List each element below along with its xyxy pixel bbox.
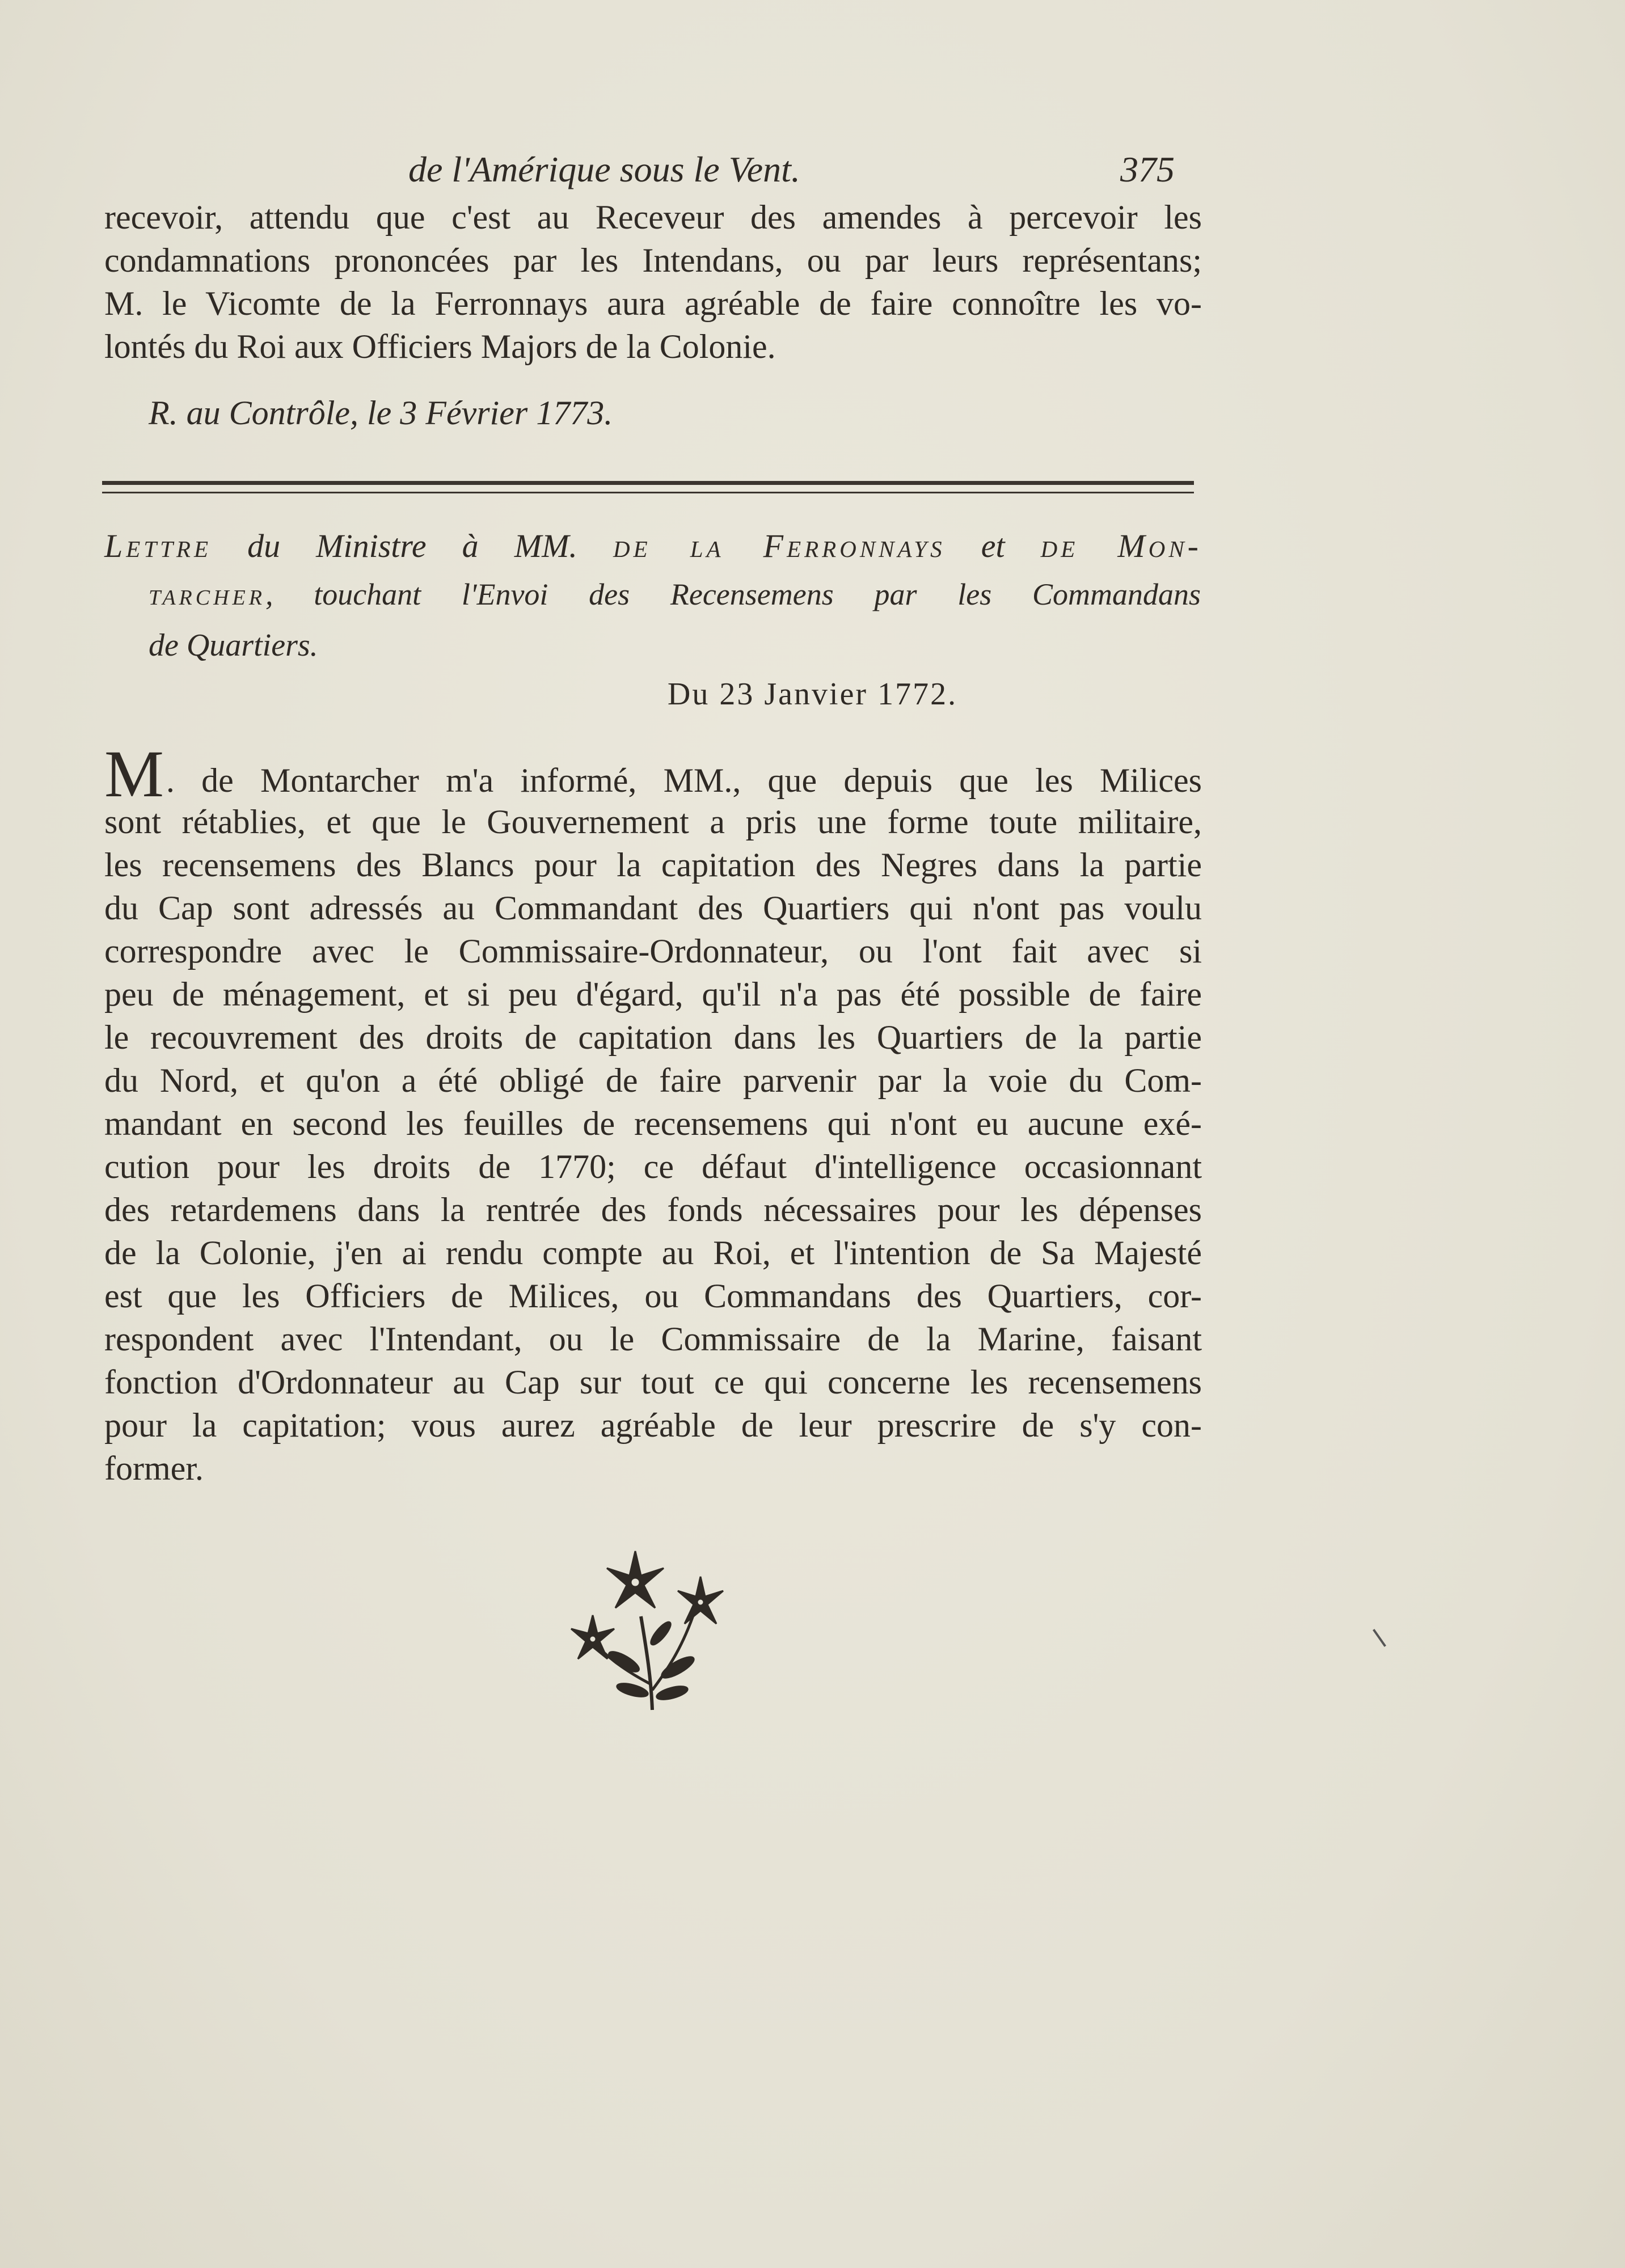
text-line: correspondre avec le Commissaire-Ordonnateur, ou l'ont fait avec si — [104, 932, 1202, 970]
double-rule-divider — [102, 481, 1194, 493]
heading-line-2 — [149, 573, 1201, 616]
text-line: cution pour les droits de 1770; ce défaut d'intelligence occasionnant — [104, 1148, 1202, 1185]
registration-note: R. au Contrôle, le 3 Février 1773. — [149, 394, 613, 432]
page-number: 375 — [1120, 149, 1175, 189]
text-line: M. le Vicomte de la Ferronnays aura agréable de faire connoître les vo- — [104, 285, 1202, 322]
text-line: peu de ménagement, et si peu d'égard, qu'il n'a pas été possible de faire — [104, 975, 1202, 1013]
text-line: sont rétablies, et que le Gouvernement a pris une forme toute militaire, — [104, 803, 1202, 841]
drop-cap: M — [104, 737, 164, 811]
running-title: de l'Amérique sous le Vent. — [408, 149, 800, 189]
letter-date: Du 23 Janvier 1772. — [667, 677, 958, 712]
flower-ornament-icon — [562, 1548, 743, 1713]
text-line: fonction d'Ordonnateur au Cap sur tout ce qui concerne les recensemens — [104, 1363, 1202, 1401]
text-line: du Cap sont adressés au Commandant des Quartiers qui n'ont pas voulu — [104, 889, 1202, 927]
text-line: du Nord, et qu'on a été obligé de faire parvenir par la voie du Com- — [104, 1062, 1202, 1099]
text-line: pour la capitation; vous aurez agréable de leur prescrire de s'y con- — [104, 1407, 1202, 1444]
text-line: condamnations prononcées par les Intendans, ou par leurs représentans; — [104, 242, 1202, 279]
heading-name: tarcher — [149, 577, 265, 611]
heading-text: du Ministre à MM. — [212, 527, 613, 564]
text-line: mandant en second les feuilles de recensemens qui n'ont eu aucune exé- — [104, 1105, 1202, 1142]
text-line: lontés du Roi aux Officiers Majors de la Colonie. — [104, 328, 776, 365]
heading-text: et — [945, 527, 1041, 564]
heading-name: de la Ferronnays — [613, 527, 946, 564]
text-line: former. — [104, 1450, 204, 1487]
heading-line-3: de Quartiers. — [149, 628, 318, 663]
text-line: des retardemens dans la rentrée des fonds nécessaires pour les dépenses — [104, 1191, 1202, 1228]
heading-lettre: Lettre — [104, 527, 212, 564]
heading-name: de Mon- — [1040, 527, 1202, 564]
text-line: le recouvrement des droits de capitation dans les Quartiers de la partie — [104, 1019, 1202, 1056]
text-line: de la Colonie, j'en ai rendu compte au Roi, et l'intention de Sa Majesté — [104, 1234, 1202, 1272]
text-line: recevoir, attendu que c'est au Receveur des amendes à percevoir les — [104, 198, 1202, 236]
text-line: les recensemens des Blancs pour la capitation des Negres dans la partie — [104, 846, 1202, 884]
text-line: . de Montarcher m'a informé, MM., que depuis que les Milices — [166, 762, 1202, 799]
heading-line-1 — [104, 525, 1202, 568]
text-line-first — [104, 737, 1202, 811]
text-line: est que les Officiers de Milices, ou Commandans des Quartiers, cor- — [104, 1277, 1202, 1315]
text-line: respondent avec l'Intendant, ou le Commissaire de la Marine, faisant — [104, 1320, 1202, 1358]
heading-text: , touchant l'Envoi des Recensemens par les Commandans — [265, 577, 1201, 611]
